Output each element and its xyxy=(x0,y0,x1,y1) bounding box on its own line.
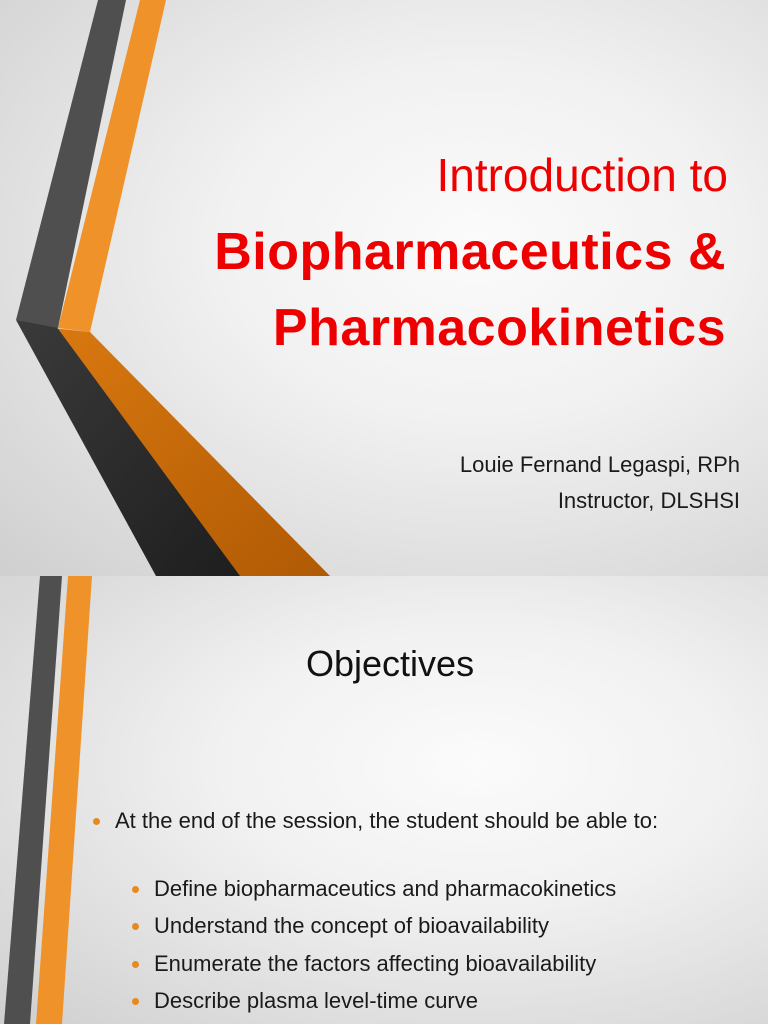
bullet-dot-icon xyxy=(132,886,139,893)
bullet-dot-icon xyxy=(132,998,139,1005)
author-name: Louie Fernand Legaspi, RPh xyxy=(459,452,740,477)
dark-lower-stripe xyxy=(16,320,240,576)
list-item-text: Understand the concept of bioavailability xyxy=(154,913,550,938)
list-item-text: Enumerate the factors affecting bioavailability xyxy=(154,951,597,976)
list-item xyxy=(154,986,744,1016)
bullet-dot-icon xyxy=(132,961,139,968)
title-line-3: Pharmacokinetics xyxy=(272,299,726,357)
list-item-text: Describe plasma level-time curve xyxy=(154,988,478,1013)
objectives-title: Objectives xyxy=(306,643,475,684)
objectives-slide xyxy=(0,576,768,1024)
intro-text: At the end of the session, the student should be able to: xyxy=(115,808,659,833)
title-line-1: Introduction to xyxy=(436,149,728,201)
list-item xyxy=(154,911,744,941)
author-role: Instructor, DLSHSI xyxy=(557,488,740,513)
list-item xyxy=(154,874,744,904)
bullet-dot-icon xyxy=(132,923,139,930)
list-item-text: Define biopharmaceutics and pharmacokinetics xyxy=(154,876,617,901)
intro-bullet xyxy=(115,806,735,836)
title-line-2: Biopharmaceutics & xyxy=(214,223,726,281)
bullet-dot-icon xyxy=(93,818,100,825)
list-item xyxy=(154,949,744,979)
